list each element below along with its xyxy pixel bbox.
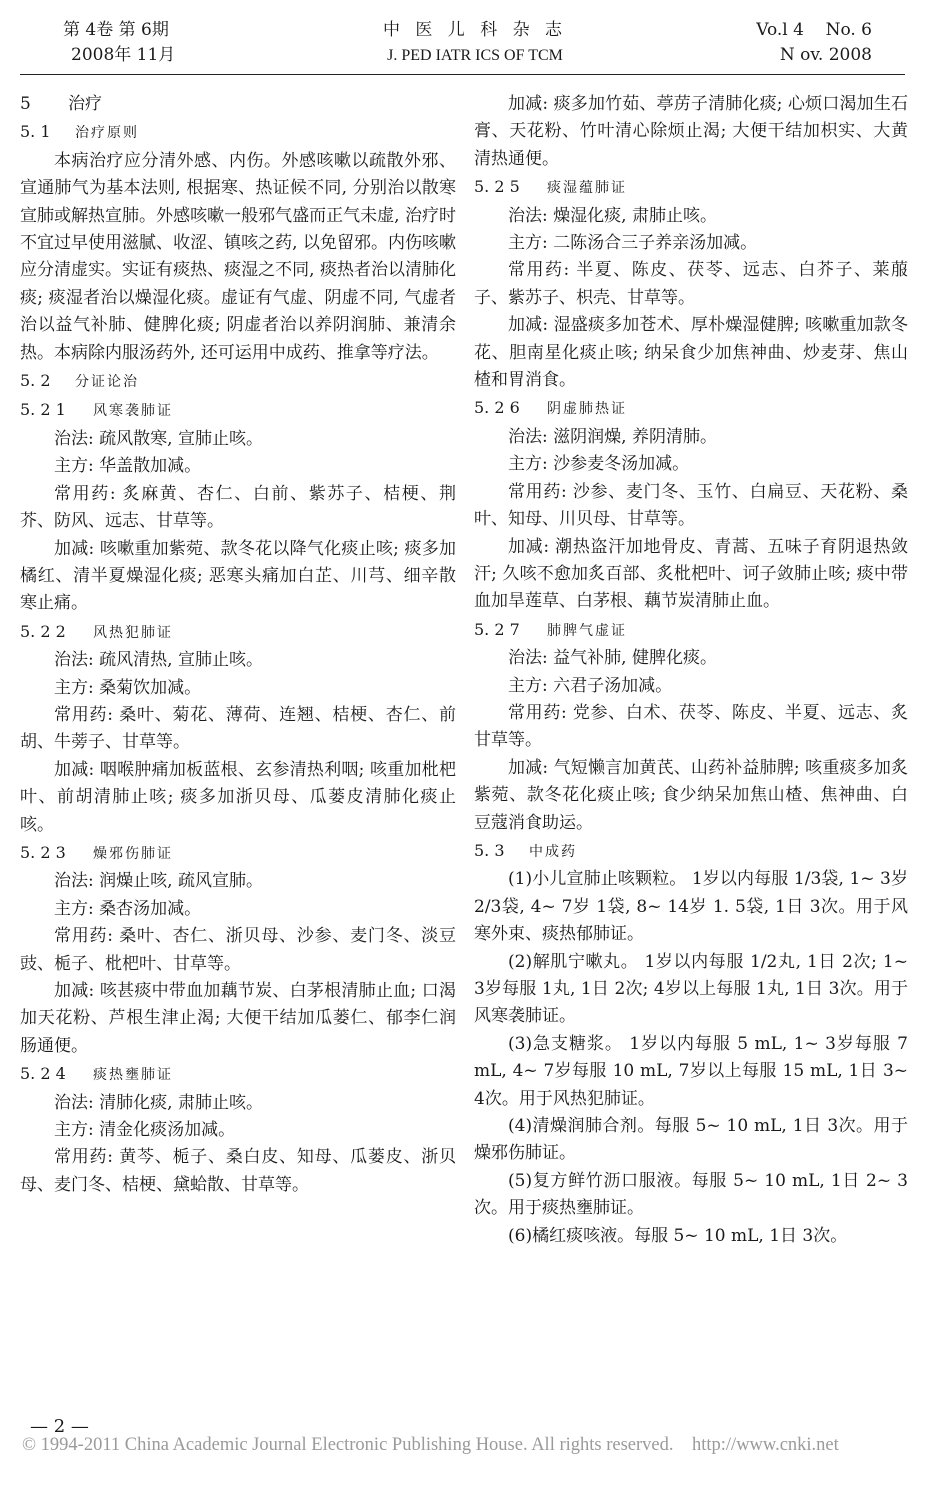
treatment-method: 治法: 疏风清热, 宣肺止咳。 [54, 650, 263, 671]
patent-medicine-item: (1)小儿宣肺止咳颗粒。 1岁以内每服 1/3袋, 1~ 3岁 2/3袋, 4~ 7岁 1袋, 8~ 14岁 1. 5袋, 1日 3次。用于风寒外束、痰热郁肺证。 [474, 869, 908, 945]
header-center [325, 18, 625, 68]
main-formula: 主方: 桑菊饮加减。 [54, 677, 202, 698]
issue-date: 2008年 11月 [71, 45, 176, 65]
common-herbs: 常用药: 炙麻黄、杏仁、白前、紫苏子、桔梗、荆芥、防风、远志、甘草等。 [20, 483, 456, 532]
common-herbs: 常用药: 沙参、麦门冬、玉竹、白扁豆、天花粉、桑叶、知母、川贝母、甘草等。 [474, 481, 908, 530]
subsubsection-heading: 5. 2 7 肺脾气虚证 [474, 619, 627, 639]
journal-title-en: J. PED IATR ICS OF TCM [387, 47, 563, 64]
common-herbs: 常用药: 桑叶、菊花、薄荷、连翘、桔梗、杏仁、前胡、牛蒡子、甘草等。 [20, 704, 456, 753]
page-number: — 2 — [30, 1416, 89, 1437]
common-herbs: 常用药: 半夏、陈皮、茯苓、远志、白芥子、莱菔子、紫苏子、枳壳、甘草等。 [474, 260, 908, 308]
patent-medicine-item: (4)清燥润肺合剂。每服 5~ 10 mL, 1日 3次。用于燥邪伤肺证。 [474, 1116, 908, 1164]
running-header [0, 18, 950, 74]
treatment-method: 治法: 润燥止咳, 疏风宣肺。 [54, 871, 263, 892]
journal-title-cn: 中 医 儿 科 杂 志 [382, 20, 568, 40]
patent-medicine-item: (5)复方鲜竹沥口服液。每服 5~ 10 mL, 1日 2~ 3次。用于痰热壅肺证。 [474, 1170, 908, 1219]
treatment-method: 治法: 疏风散寒, 宣肺止咳。 [54, 428, 263, 449]
main-formula: 主方: 沙参麦冬汤加减。 [508, 454, 690, 475]
subsubsection-heading: 5. 2 5 痰湿蕴肺证 [474, 177, 627, 197]
modifications: 加减: 咳甚痰中带血加藕节炭、白茅根清肺止血; 口渴加天花粉、芦根生津止渴; 大便干结加瓜蒌仁、郁李仁润肠通便。 [20, 981, 456, 1056]
right-column [474, 91, 908, 1250]
copyright-notice: © 1994-2011 China Academic Journal Electronic Publishing House. All rights reserved. http://www.cnki.net [22, 1435, 839, 1455]
subsubsection-heading: 5. 2 1 风寒袭肺证 [20, 400, 173, 420]
modifications: 加减: 湿盛痰多加苍术、厚朴燥湿健脾; 咳嗽重加款冬花、胆南星化痰止咳; 纳呆食少加焦神曲、炒麦芽、焦山楂和胃消食。 [474, 315, 908, 391]
modifications: 加减: 气短懒言加黄芪、山药补益肺脾; 咳重痰多加炙紫菀、款冬花化痰止咳; 食少纳呆加焦山楂、焦神曲、白豆蔻消食助运。 [474, 757, 908, 833]
modifications: 加减: 咳嗽重加紫菀、款冬花以降气化痰止咳; 痰多加橘红、清半夏燥湿化痰; 恶寒头痛加白芷、川芎、细辛散寒止痛。 [20, 538, 456, 614]
subsubsection-heading: 5. 2 3 燥邪伤肺证 [20, 842, 173, 862]
subsection-heading: 5. 3 中成药 [474, 840, 577, 860]
subsection-heading: 5. 1 治疗原则 [20, 122, 139, 142]
subsection-heading: 5. 2 分证论治 [20, 371, 139, 391]
treatment-method: 治法: 燥湿化痰, 肃肺止咳。 [508, 205, 717, 226]
paragraph: 本病治疗应分清外感、内伤。外感咳嗽以疏散外邪、宣通肺气为基本法则, 根据寒、热证候不同, 分别治以散寒宣肺或解热宣肺。外感咳嗽一般邪气盛而正气未虚, 治疗时不宜过早使用滋腻、收涩、镇咳之药, 以免留邪。内伤咳嗽应分清虚实。实证有痰热、痰湿之不同, 痰热者治以清肺化痰; 痰湿者治以燥湿化痰。虚证有气虚、阴虚不同, 气虚者治以益气补肺、健脾化痰; 阴虚者治以养阴润肺、兼清余热。本病除内服汤药外, 还可运用中成药、推拿等疗法。 [20, 150, 456, 363]
volume-en: Vo.l 4 No. 6 [756, 20, 872, 40]
main-formula: 主方: 清金化痰汤加减。 [54, 1120, 236, 1141]
common-herbs: 常用药: 黄芩、栀子、桑白皮、知母、瓜蒌皮、浙贝母、麦门冬、桔梗、黛蛤散、甘草等。 [20, 1147, 456, 1195]
common-herbs: 常用药: 桑叶、杏仁、浙贝母、沙参、麦门冬、淡豆豉、栀子、枇杷叶、甘草等。 [20, 926, 456, 974]
subsubsection-heading: 5. 2 4 痰热壅肺证 [20, 1064, 173, 1084]
common-herbs: 常用药: 党参、白术、茯苓、陈皮、半夏、远志、炙甘草等。 [474, 702, 908, 751]
main-formula: 主方: 华盖散加减。 [54, 456, 202, 477]
treatment-method: 治法: 益气补肺, 健脾化痰。 [508, 648, 717, 669]
section-heading: 5 治疗 [20, 94, 102, 114]
subsubsection-heading: 5. 2 2 风热犯肺证 [20, 621, 173, 641]
modifications: 加减: 咽喉肿痛加板蓝根、玄参清热利咽; 咳重加枇杷叶、前胡清肺止咳; 痰多加浙贝母、瓜蒌皮清肺化痰止咳。 [20, 759, 456, 835]
header-right [756, 18, 872, 68]
main-formula: 主方: 二陈汤合三子养亲汤加减。 [508, 233, 758, 254]
header-rule [20, 74, 905, 75]
main-formula: 主方: 桑杏汤加减。 [54, 898, 202, 919]
patent-medicine-item: (6)橘红痰咳液。每服 5~ 10 mL, 1日 3次。 [508, 1225, 848, 1246]
issue-volume: 第 4卷 第 6期 [63, 20, 169, 40]
header-left [63, 18, 175, 68]
patent-medicine-item: (2)解肌宁嗽丸。 1岁以内每服 1/2丸, 1日 2次; 1~ 3岁每服 1丸, 1日 2次; 4岁以上每服 1丸, 1日 3次。用于风寒袭肺证。 [474, 951, 908, 1027]
left-column [20, 91, 456, 1199]
subsubsection-heading: 5. 2 6 阴虚肺热证 [474, 398, 627, 418]
main-formula: 主方: 六君子汤加减。 [508, 675, 673, 696]
treatment-method: 治法: 滋阴润燥, 养阴清肺。 [508, 426, 717, 447]
patent-medicine-item: (3)急支糖浆。 1岁以内每服 5 mL, 1~ 3岁每服 7 mL, 4~ 7岁每服 10 mL, 7岁以上每服 15 mL, 1日 3~ 4次。用于风热犯肺证。 [474, 1033, 908, 1109]
date-en: N ov. 2008 [779, 45, 872, 65]
treatment-method: 治法: 清肺化痰, 肃肺止咳。 [54, 1092, 263, 1113]
modifications: 加减: 潮热盗汗加地骨皮、青蒿、五味子育阴退热敛汗; 久咳不愈加炙百部、炙枇杷叶、诃子敛肺止咳; 痰中带血加旱莲草、白茅根、藕节炭清肺止血。 [474, 536, 908, 612]
modifications: 加减: 痰多加竹茹、葶苈子清肺化痰; 心烦口渴加生石膏、天花粉、竹叶清心除烦止渴; 大便干结加枳实、大黄清热通便。 [474, 94, 908, 169]
